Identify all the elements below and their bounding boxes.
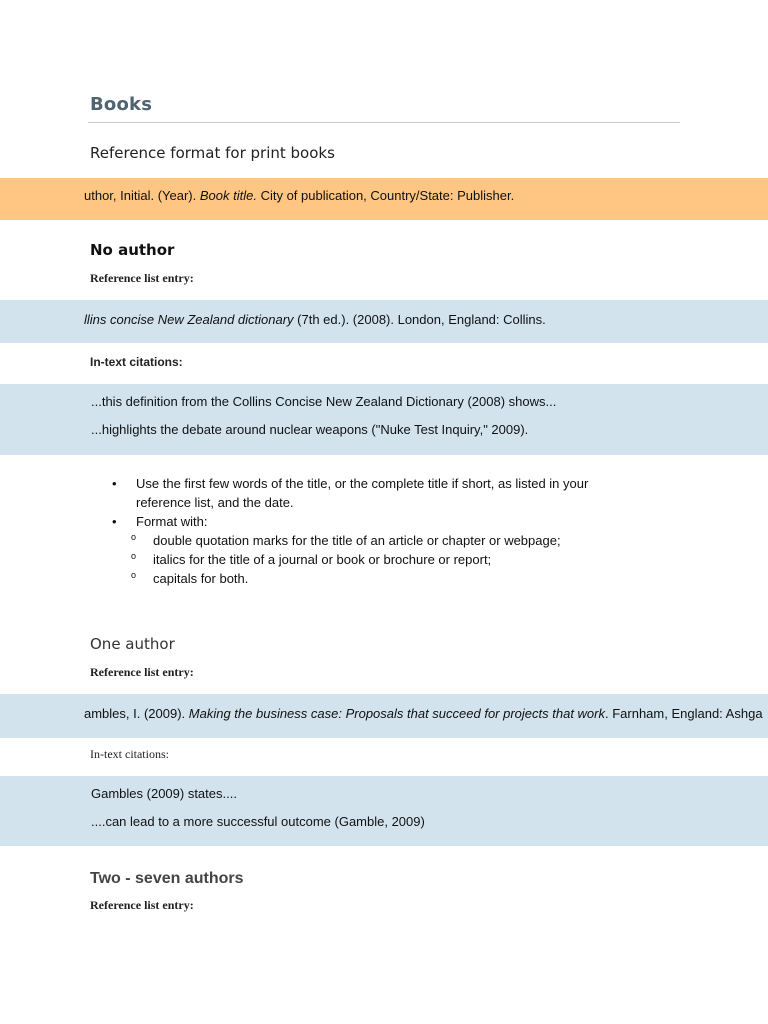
two-seven-authors-heading: Two - seven authors — [90, 870, 244, 887]
list-item: o double quotation marks for the title of an article or chapter or webpage; — [108, 531, 628, 550]
no-author-citations-band — [0, 384, 768, 455]
format-book-title: Book title. — [199, 188, 257, 203]
no-author-ref-label: Reference list entry: — [90, 271, 194, 285]
citation-line: ....can lead to a more successful outcome (Gamble, 2009) — [91, 814, 425, 829]
list-item: • Format with: o double quotation marks for the title of an article or chapter or webpage; o italics for the title of a journal or book or brochure or report; o capitals for both. — [108, 512, 628, 588]
two-seven-ref-label: Reference list entry: — [90, 898, 194, 912]
title-divider — [88, 122, 680, 123]
citation-line: ...this definition from the Collins Concise New Zealand Dictionary (2008) shows... — [91, 394, 557, 409]
one-author-intext-label: In-text citations: — [90, 747, 169, 761]
one-author-ref-band — [0, 694, 768, 738]
page-title: Books — [90, 94, 153, 115]
format-text: uthor, Initial. (Year). Book title. City of publication, Country/State: Publisher. — [84, 188, 515, 203]
print-format-heading: Reference format for print books — [90, 144, 335, 162]
list-item: o capitals for both. — [108, 569, 628, 588]
list-item: o italics for the title of a journal or book or brochure or report; — [108, 550, 628, 569]
bullet-icon: • — [112, 514, 117, 529]
one-author-heading: One author — [90, 635, 175, 653]
one-author-citations-band — [0, 776, 768, 846]
no-author-heading: No author — [90, 241, 175, 259]
no-author-ref-band — [0, 300, 768, 343]
format-band — [0, 178, 768, 220]
list-item: • Use the first few words of the title, or the complete title if short, as listed in your reference list, and the date. — [112, 476, 589, 510]
bullet-icon: • — [112, 476, 117, 491]
citation-line: Gambles (2009) states.... — [91, 786, 237, 801]
format-sub-list — [108, 531, 628, 588]
one-author-ref-entry: ambles, I. (2009). Making the business case: Proposals that succeed for projects that work. Farnham, England: Ashga — [84, 706, 763, 721]
circle-bullet-icon: o — [131, 532, 137, 542]
circle-bullet-icon: o — [131, 551, 137, 561]
no-author-ref-entry: llins concise New Zealand dictionary (7th ed.). (2008). London, England: Collins. — [84, 312, 546, 327]
no-author-intext-label: In-text citations: — [90, 355, 183, 369]
citation-notes-list — [108, 474, 628, 588]
one-author-ref-label: Reference list entry: — [90, 665, 194, 679]
citation-line: ...highlights the debate around nuclear weapons ("Nuke Test Inquiry," 2009). — [91, 422, 529, 437]
circle-bullet-icon: o — [131, 570, 137, 580]
